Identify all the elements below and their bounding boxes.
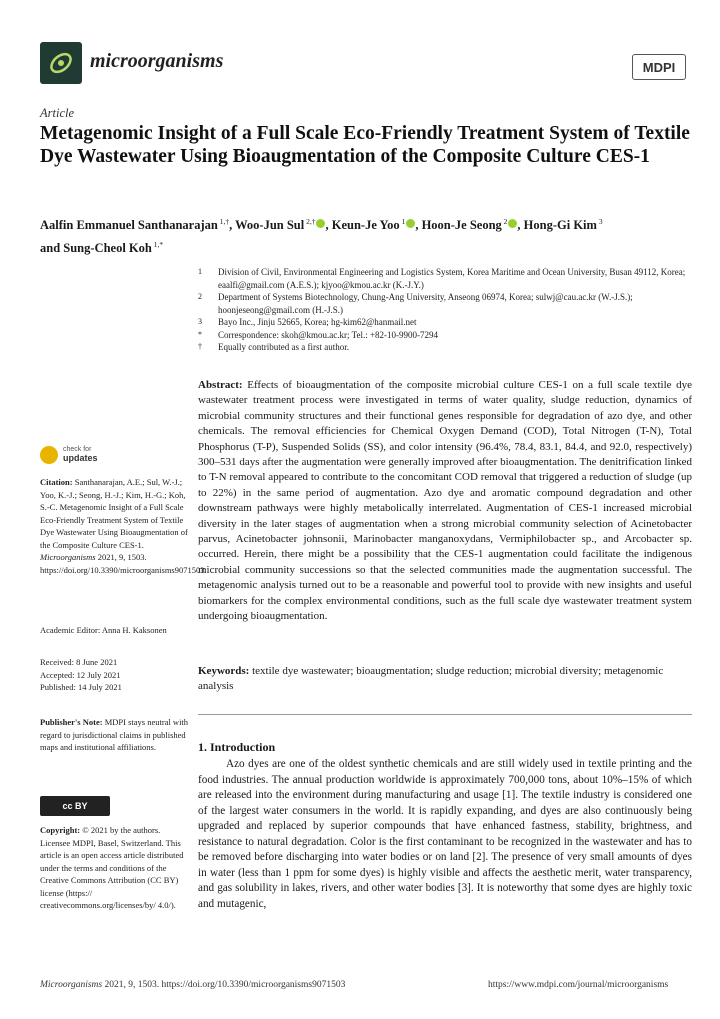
author-name[interactable]: Hong-Gi Kim — [523, 218, 597, 233]
author-affiliation-marker: 1 — [399, 217, 406, 226]
author-affiliation-marker: 1,* — [151, 240, 164, 250]
updates-label: updates — [63, 453, 98, 463]
author-name[interactable]: and Sung-Cheol Koh — [40, 241, 152, 256]
accepted-date: Accepted: 12 July 2021 — [40, 669, 121, 680]
affiliation-marker: 2 — [198, 292, 202, 301]
abstract-label: Abstract: — [198, 379, 243, 391]
citation-doi[interactable]: 2021, 9, 1503. https://doi.org/10.3390/microorganisms9071503 — [40, 552, 205, 575]
author-name[interactable]: Hoon-Je Seong — [421, 218, 502, 233]
microbe-icon — [46, 48, 76, 78]
copyright-block — [40, 824, 190, 912]
published-date: Published: 14 July 2021 — [40, 682, 122, 692]
article-type: Article — [40, 106, 75, 120]
citation-block — [40, 476, 205, 576]
affiliation-text: Equally contributed as a first author. — [218, 342, 349, 352]
author-affiliation-marker: 1,† — [217, 217, 230, 226]
affiliation-marker: 1 — [198, 267, 202, 276]
introduction-text: Azo dyes are one of the oldest synthetic chemicals and are still widely used in textile printing and the food industries. The annual production worldwide is approximately 700,000 tons, about 10%–15% of which are released into the environment during manufacturing and usage [1]. The textile industry is considered one of the largest water consumers in the world. It is rapidly expanding, and dyes are also continuously being upgraded and replaced by superior compounds that have enhanced fastness, stability, brightness, and resistance to natural degradation. Color is the first contaminant to be recognized in the wastewater and has to be removed before discharging into water bodies or on land [2]. The presence of very small amounts of dyes in water (less than 1 ppm for some dyes) is highly visible and affects the aesthetic merit, water transparency, and gas solubility in lakes, rivers, and other water bodies [3]. It is noteworthy that some dyes are highly toxic and mutagenic, — [198, 758, 692, 910]
affiliation-marker: 3 — [198, 317, 202, 326]
author-affiliation-marker: 2 — [501, 217, 508, 226]
copyright-label: Copyright: — [40, 825, 81, 835]
affiliation-text: Division of Civil, Environmental Engineering and Logistics System, Korea Maritime and Ocean University, Busan 49112, Korea; eaalfi@gmail.com (A.E.S.); kjyoo@kmou.ac.kr (K.-J.Y.) — [218, 267, 686, 290]
affiliation-item — [198, 341, 698, 354]
cc-by-license-icon[interactable]: cc BY — [40, 796, 110, 816]
author-name[interactable]: Keun-Je Yoo — [331, 218, 400, 233]
orcid-icon[interactable] — [316, 219, 325, 228]
orcid-icon[interactable] — [508, 219, 517, 228]
author-name[interactable]: Aalfin Emmanuel Santhanarajan — [40, 218, 218, 233]
citation-label: Citation: — [40, 477, 73, 487]
author-affiliation-marker: 2,† — [304, 217, 316, 226]
section-heading: 1. Introduction — [198, 740, 276, 754]
section-divider — [198, 714, 692, 715]
check-for-updates-badge[interactable] — [40, 446, 98, 464]
affiliation-item — [198, 291, 698, 316]
footer-journal: Microorganisms — [40, 980, 103, 990]
publisher-note-text: MDPI stays neutral with regard to jurisdictional claims in published maps and institutional affiliations. — [40, 717, 189, 752]
affiliation-item — [198, 329, 698, 342]
copyright-text: © 2021 by the authors. Licensee MDPI, Basel, Switzerland. This article is an open access article distributed under the terms and conditions of the Creative Commons Attribution (CC BY) license (https:// creativecommons.org/licenses/by/ 4.0/). — [40, 825, 184, 910]
affiliation-text: Bayo Inc., Jinju 52665, Korea; hg-kim62@hanmail.net — [218, 317, 417, 327]
publisher-note — [40, 716, 190, 754]
journal-logo — [40, 42, 82, 84]
affiliation-marker: * — [198, 329, 202, 339]
affiliation-text: Department of Systems Biotechnology, Chung-Ang University, Anseong 06974, Korea; sulwj@cau.ac.kr (W.-J.S.); hoonjeseong@gmail.com (H.-J.S.) — [218, 292, 633, 315]
mdpi-logo[interactable]: MDPI — [632, 54, 686, 80]
author-name[interactable]: Woo-Jun Sul — [235, 218, 305, 233]
publisher-note-label: Publisher's Note: — [40, 717, 103, 727]
keywords-label: Keywords: — [198, 665, 250, 677]
check-for-label: check for — [63, 446, 92, 453]
orcid-icon[interactable] — [406, 219, 415, 228]
received-date: Received: 8 June 2021 — [40, 657, 118, 667]
journal-name: microorganisms — [90, 50, 224, 72]
affiliation-item — [198, 266, 698, 291]
footer-doi[interactable]: 2021, 9, 1503. https://doi.org/10.3390/microorganisms9071503 — [104, 980, 346, 990]
abstract-text: Effects of bioaugmentation of the composite microbial culture CES-1 on a full scale textile dye wastewater treatment process were investigated in terms of water quality, sludge reduction, dynamics of microbial community structures and their functional genes responsible for degradation of azo dye, and other chemicals. The removal efficiencies for Chemical Oxygen Demand (COD), Total Nitrogen (T-N), Total Phosphorus (T-P), Suspended Solids (SS), and color intensity (96.4%, 78.4, 83.1, 84.4, and 92.0, respectively) 300–531 days after the augmentation were generally improved after bioaugmentation. The denitrification linked to T-N removal appeared to contribute to the concomitant COD removal that triggered a reduction of sludge (up to 22%) in the same period of augmentation. Azo dye and aromatic compound degradation and other downstream pathways were highly metabolically interrelated. Augmentation of CES-1 increased microbial diversity in the later stages of augmentation when a strong microbial community selection of Acinetobacter parvus, Acinetobacter johnsonii, Marinobacter manganoxydans, Vermiphilobacter sp., and Arcobacter sp. occurred. Herein, there might be a possibility that the CES-1 augmentation could facilitate the indigenous microbial community successions so that the selected communities made the augmentation successful. The metagenomic analysis turned out to be a reasonable and powerful tool to provide with new insights and useful biomarkers for the complex environmental conditions, such as the full scale dye wastewater treatment system undergoing bioaugmentation. — [198, 379, 693, 623]
footer-citation — [40, 980, 345, 990]
keywords-text: textile dye wastewater; bioaugmentation; sludge reduction; microbial diversity; metagenomic analysis — [198, 665, 664, 693]
citation-journal: Microorganisms — [40, 552, 96, 562]
check-updates-icon — [40, 446, 58, 464]
affiliation-item — [198, 316, 698, 329]
affiliation-list — [198, 266, 698, 354]
affiliation-marker: † — [198, 342, 202, 351]
abstract — [198, 378, 692, 625]
academic-editor: Academic Editor: Anna H. Kaksonen — [40, 625, 167, 635]
affiliation-text: Correspondence: skoh@kmou.ac.kr; Tel.: +82-10-9900-7294 — [218, 329, 439, 340]
author-affiliation-marker: 3 — [596, 217, 603, 226]
author-list: Aalfin Emmanuel Santhanarajan $^{1,\dagger}$, Woo-Jun Sul $^{2,\dagger}$ , Keun-Je Yoo $^1$ , Hoon-Je Seong $^2$ , Hong-Gi Kim $^3$ and Sung-Cheol Koh $^{1,*}$ — [40, 217, 603, 256]
footer-journal-url[interactable]: https://www.mdpi.com/journal/microorganisms — [488, 980, 669, 990]
dates-block — [40, 656, 190, 694]
citation-text: Santhanarajan, A.E.; Sul, W.-J.; Yoo, K.-J.; Seong, H.-J.; Kim, H.-G.; Koh, S.-C. Metagenomic Insight of a Full Scale Eco-Friendly Treatment System of Textile Dye Wastewater Using Bioaugmentation of the Composite Culture CES-1. — [40, 477, 188, 550]
keywords — [198, 664, 692, 695]
article-title: Metagenomic Insight of a Full Scale Eco-Friendly Treatment System of Textile Dye Wastewater Using Bioaugmentation of the Composite Culture CES-1 — [40, 123, 690, 167]
